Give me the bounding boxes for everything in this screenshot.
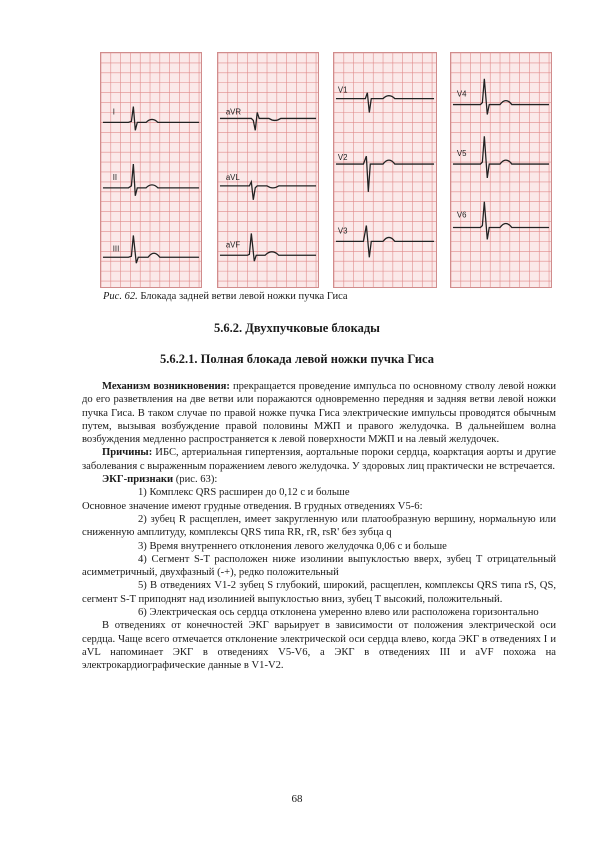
ecg-signs-heading [82, 473, 556, 486]
ecg-trace [103, 107, 199, 131]
ecg-trace [336, 156, 434, 192]
ecg-sign-item: 5) В отведениях V1-2 зубец S глубокий, широкий, расщеплен, комплексы QRS типа rS, QS, сегмент S-T приподнят над изолинией выпуклостью вниз, зубец Т высокий, положительный. [82, 580, 556, 605]
lead-label: V3 [337, 226, 348, 236]
ecg-signs-ref: (рис. 63): [175, 474, 218, 486]
main-value-paragraph: Основное значение имеют грудные отведения. В грудных отведениях V5-6: [82, 500, 423, 512]
closing-paragraph: В отведениях от конечностей ЭКГ варьирует в зависимости от положения электрической оси сердца. Чаще всего отмечается отклонение электрической оси сердца влево, когда ЭКГ в отведениях I и aVL напоминает ЭКГ в отведениях V5-V6, а ЭКГ в отведениях III и aVF похожа на электрокардиографические данные в V1-V2. [82, 620, 556, 672]
ecg-sign-item: 3) Время внутреннего отклонения левого желудочка 0,06 с и больше [138, 540, 447, 552]
lead-label: aVF [225, 240, 241, 250]
ecg-grid [451, 53, 551, 287]
section-heading: 5.6.2. Двухпучковые блокады [214, 321, 380, 335]
ecg-trace [220, 182, 316, 200]
lead-label: V6 [456, 210, 467, 220]
ecg-panel-chest-leads-1 [333, 52, 437, 288]
figure-caption [103, 291, 348, 302]
ecg-panel-chest-leads-2 [450, 52, 552, 288]
figure-caption-text: Блокада задней ветви левой ножки пучка Гиса [140, 291, 348, 302]
ecg-panel-augmented-leads [217, 52, 319, 288]
causes-label: Причины: [102, 447, 153, 459]
ecg-sign-item: 2) зубец R расщеплен, имеет закругленную или платообразную вершину, нормальную или сниженную амплитуду, комплексы QRS типа RR, rR, rsR' без зубца q [82, 513, 556, 539]
lead-label: V5 [456, 149, 467, 159]
lead-label: V2 [337, 153, 348, 163]
mechanism-paragraph [82, 380, 556, 446]
subsection-heading: 5.6.2.1. Полная блокада левой ножки пучка Гиса [159, 352, 434, 366]
lead-label: aVL [225, 172, 240, 182]
ecg-signs-label: ЭКГ-признаки [102, 474, 174, 486]
body-text [82, 380, 556, 673]
causes-text: ИБС, артериальная гипертензия, аортальные пороки сердца, коарктация аорты и другие заболевания с выраженным поражением левого желудочка. У здоровых лиц практически не встречается. [82, 447, 556, 472]
lead-label: aVR [225, 107, 242, 117]
causes-paragraph [82, 446, 556, 473]
lead-label: V4 [456, 89, 467, 99]
ecg-sign-item: 4) Сегмент S-T расположен ниже изолинии выпуклостью вверх, зубец Т отрицательный асимметричный, двухфазный (-+), редко положительный [82, 553, 556, 579]
ecg-grid [218, 53, 318, 287]
ecg-figure [100, 52, 552, 290]
mechanism-text: прекращается проведение импульса по основному стволу левой ножки до его разветвления на две ветви или поражаются одновременно передняя и задняя ветви левой ножки пучка Гиса. В таком случае по правой ножке пучка Гиса электрические импульсы проводятся обычным путем, вызывая возбуждение правой половины МЖП и правого желудочка. В дальнейшем волна возбуждения медленно распространяется к левой поверхности МЖП и на левый желудочек. [82, 381, 557, 446]
lead-label: II [112, 172, 118, 182]
ecg-trace [453, 202, 549, 240]
ecg-trace [453, 79, 549, 115]
lead-label: V1 [337, 85, 348, 95]
ecg-sign-item: 1) Комплекс QRS расширен до 0,12 с и больше [138, 487, 350, 499]
page-number: 68 [291, 793, 303, 805]
ecg-panel-limb-leads [100, 52, 202, 288]
ecg-grid [334, 53, 436, 287]
lead-label: I [112, 107, 115, 117]
ecg-sign-item: 6) Электрическая ось сердца отклонена умеренно влево или расположена горизонтально [138, 607, 539, 619]
ecg-trace [103, 164, 199, 196]
mechanism-label: Механизм возникновения: [102, 381, 230, 392]
figure-caption-label: Рис. 62. [103, 291, 138, 302]
lead-label: III [112, 244, 120, 254]
